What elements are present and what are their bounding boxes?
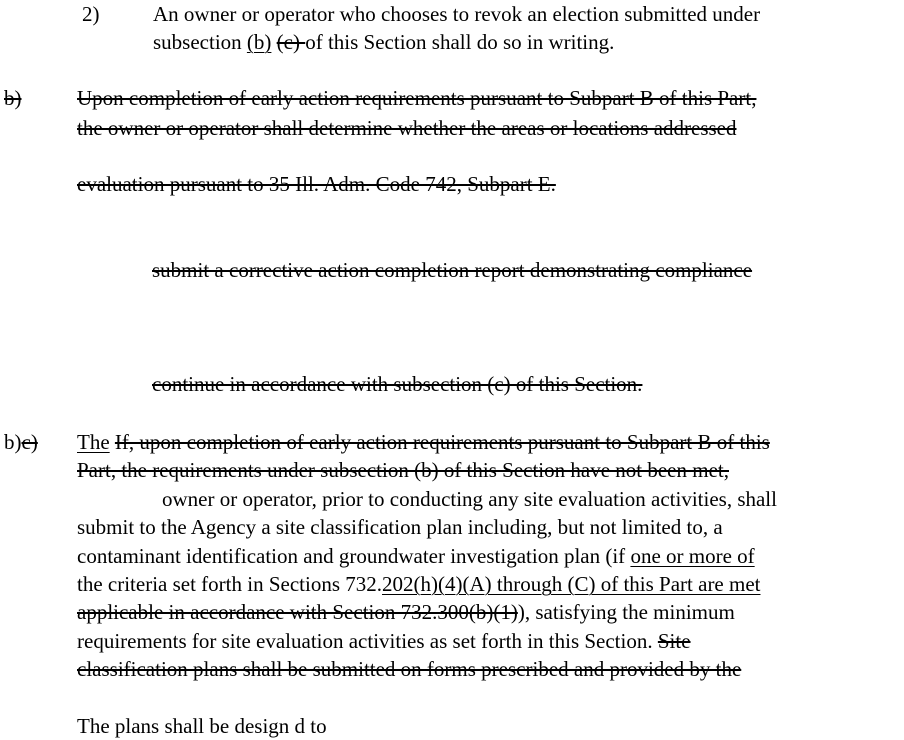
item2-line2	[153, 30, 614, 54]
section-b-old-line2: the owner or operator shall determine whether the areas or locations addressed	[77, 116, 737, 140]
inserted-text: The	[77, 430, 110, 454]
section-b-line6	[77, 572, 761, 596]
section-b-old-label: b)	[4, 86, 22, 110]
inserted-text: 202(h)(4)(A) through (C) of this Part are met	[382, 572, 761, 596]
section-b-line2: Part, the requirements under subsection (b) of this Section have not been met,	[77, 458, 729, 482]
section-b-old-line3: evaluation pursuant to 35 Ill. Adm. Code 742, Subpart E.	[77, 172, 556, 196]
section-b-line1	[77, 430, 770, 454]
text-run: requirements for site evaluation activities as set forth in this Section.	[77, 629, 658, 653]
item-number: 2)	[82, 2, 100, 26]
section-b-line9: classification plans shall be submitted on forms prescribed and provided by the	[77, 657, 742, 681]
text-run: the criteria set forth in Sections 732.	[77, 572, 383, 596]
section-b-line10: The plans shall be design d to	[77, 714, 327, 738]
section-b-line4: submit to the Agency a site classification plan including, but not limited to, a	[77, 515, 723, 539]
deleted-text: (c)	[276, 30, 306, 54]
section-b-line5	[77, 544, 755, 568]
text-run: ), satisfying the minimum	[517, 600, 735, 624]
text-run: subsection	[153, 30, 247, 54]
section-b-old-line1: Upon completion of early action requirements pursuant to Subpart B of this Part,	[77, 86, 757, 110]
text-run: contaminant identification and groundwater investigation plan (if	[77, 544, 631, 568]
section-b-line3: owner or operator, prior to conducting any site evaluation activities, shall	[162, 487, 777, 511]
deleted-text: applicable in accordance with Section 732.300(b)(1)	[77, 600, 518, 624]
section-b-old-line4: submit a corrective action completion report demonstrating compliance	[152, 258, 753, 282]
section-b-label	[4, 430, 38, 454]
item2-line1: An owner or operator who chooses to revok an election submitted under	[153, 2, 761, 26]
inserted-text: one or more of	[630, 544, 755, 568]
deleted-text: If, upon completion of early action requirements pursuant to Subpart B of this	[114, 430, 770, 454]
section-b-line7	[77, 600, 735, 624]
deleted-text: Site	[657, 629, 691, 653]
text-run: of this Section shall do so in writing.	[305, 30, 615, 54]
section-b-old-line5: continue in accordance with subsection (c) of this Section.	[152, 372, 643, 396]
inserted-text: (b)	[246, 30, 272, 54]
section-b-line8	[77, 629, 691, 653]
label-old: c)	[21, 430, 38, 454]
label-new: b)	[4, 430, 22, 454]
